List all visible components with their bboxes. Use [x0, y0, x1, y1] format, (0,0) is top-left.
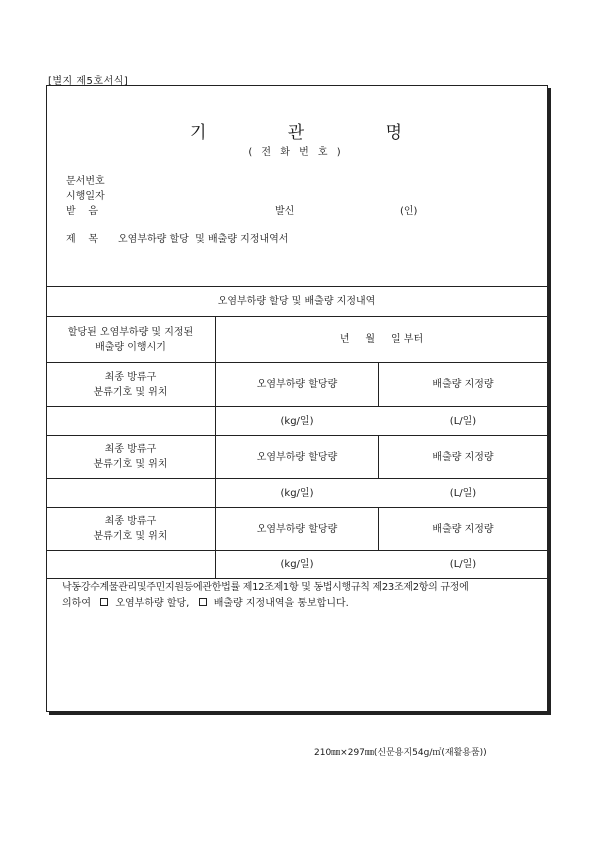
- load-allocation-label: 오염부하량 할당량: [256, 523, 338, 535]
- outfall-label-line2: 분류기호 및 위치: [93, 531, 168, 542]
- notice-line2: [62, 596, 547, 612]
- discharge-designation-label: 배출량 지정량: [432, 523, 494, 535]
- doc-number-label: 문서번호: [66, 176, 105, 187]
- sender-label: 발신: [275, 206, 295, 217]
- subject-label: 제 목: [66, 234, 99, 245]
- form-number-label: [별지 제5호서식]: [48, 76, 129, 87]
- outfall-label: [46, 508, 215, 550]
- outfall-label: [46, 436, 215, 478]
- outfall-label: [46, 363, 215, 406]
- checkbox-icon: [100, 598, 108, 606]
- recipient-label: 받 음: [66, 206, 99, 217]
- notice-text: [62, 580, 547, 612]
- outfall-label-line2: 분류기호 및 위치: [93, 459, 168, 470]
- notice-line1: 낙동강수계물관리및주민지원등에관한법률 제12조제1항 및 동법시행규칙 제23조제2항의 규정에: [62, 582, 469, 593]
- discharge-unit: (L/일): [449, 487, 477, 499]
- notice-prefix: 의하여: [62, 598, 91, 609]
- date-label: 시행일자: [66, 191, 105, 202]
- load-unit: (kg/일): [280, 559, 314, 570]
- outfall-label-line1: 최종 방류구: [104, 516, 157, 527]
- discharge-designation-label: 배출량 지정량: [432, 451, 494, 463]
- load-unit: (kg/일): [280, 415, 314, 427]
- outfall-label-line1: 최종 방류구: [104, 371, 157, 383]
- period-label: [46, 317, 215, 362]
- discharge-unit: (L/일): [449, 559, 477, 570]
- checkbox-icon: [199, 598, 207, 606]
- paper-spec-note: 210㎜×297㎜(신문용지54g/㎡(재활용품)): [314, 748, 487, 758]
- notice-option-load: 오염부하량 할당,: [115, 598, 190, 609]
- agency-phone: ( 전 화 번 호 ): [248, 147, 344, 158]
- load-allocation-label: 오염부하량 할당량: [256, 379, 338, 390]
- period-label-line2: 배출량 이행시기: [95, 341, 166, 353]
- period-label-line1: 할당된 오염부하량 및 지정된: [67, 326, 194, 338]
- outfall-label-line2: 분류기호 및 위치: [93, 386, 168, 398]
- discharge-unit: (L/일): [449, 415, 477, 427]
- seal-label: (인): [400, 206, 418, 217]
- table-title: 오염부하량 할당 및 배출량 지정내역: [217, 296, 376, 307]
- period-value: 년 월 일 부터: [339, 334, 424, 345]
- outfall-label-line1: 최종 방류구: [104, 444, 157, 455]
- notice-option-discharge: 배출량 지정내역을 통보합니다.: [213, 598, 349, 609]
- table-bottom-rule: [46, 578, 547, 579]
- load-allocation-label: 오염부하량 할당량: [256, 451, 338, 463]
- agency-name: 기 관 명: [189, 123, 441, 143]
- discharge-designation-label: 배출량 지정량: [432, 379, 494, 390]
- load-unit: (kg/일): [280, 487, 314, 499]
- subject-value: 오염부하량 할당 및 배출량 지정내역서: [118, 234, 289, 245]
